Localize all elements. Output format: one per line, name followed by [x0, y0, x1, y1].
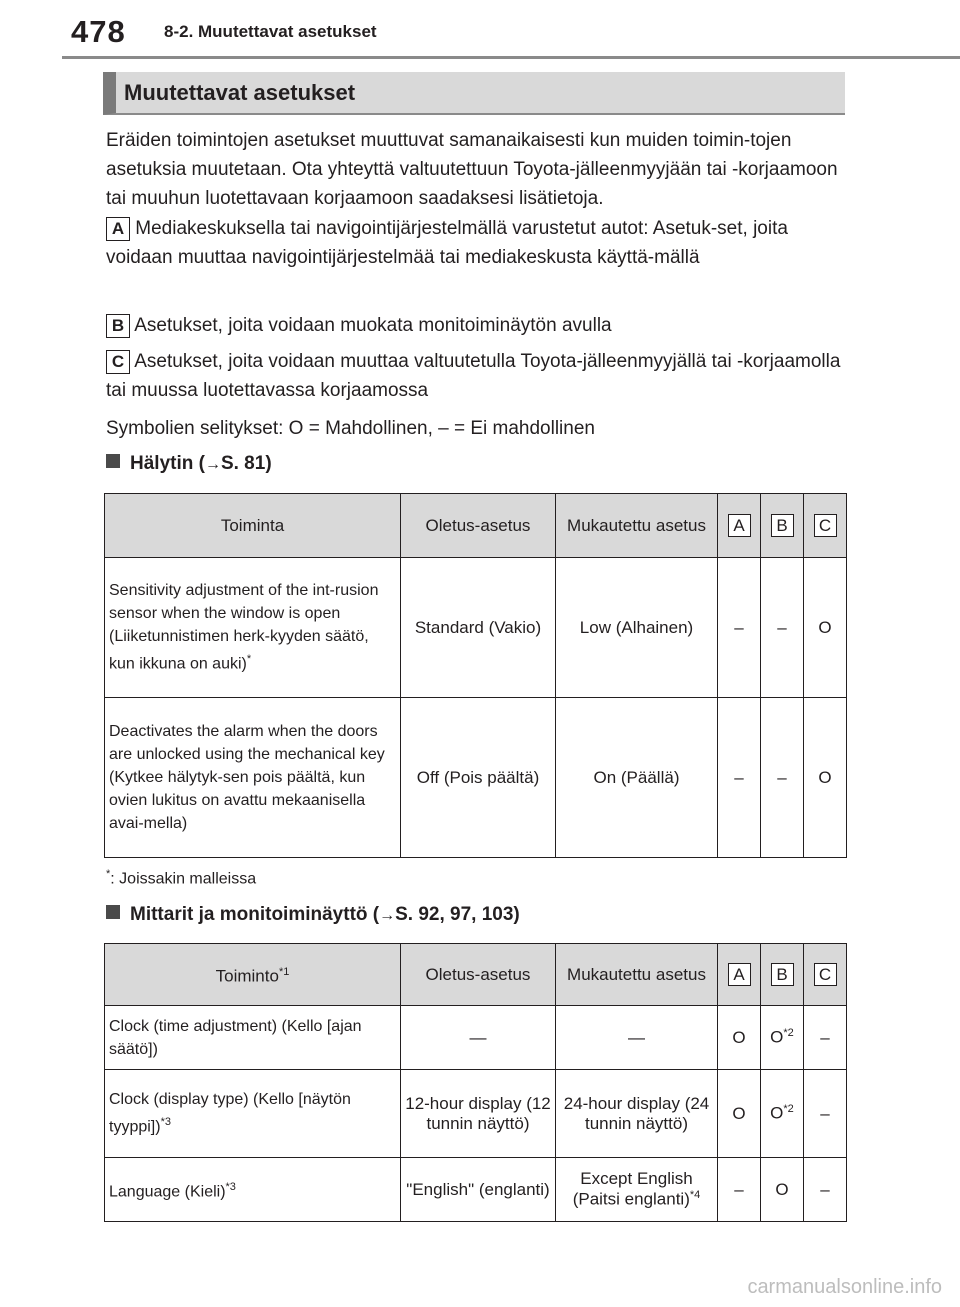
col-a-box: A: [728, 514, 751, 537]
row-a: O: [718, 1006, 761, 1070]
row-custom: On (Päällä): [556, 698, 718, 858]
row-custom: Except English (Paitsi englanti)$^{*4}$: [556, 1158, 718, 1222]
row-function: Language (Kieli)$^{*3}$: [105, 1158, 401, 1222]
row-c: O: [804, 558, 847, 698]
legend-c-box: C: [106, 350, 130, 374]
section1-heading: [106, 453, 272, 475]
section1-heading-text: Hälytin (: [130, 453, 205, 474]
table-row: [105, 1006, 847, 1070]
row-default: Off (Pois päältä): [401, 698, 556, 858]
section2-ref: S. 92, 97, 103): [395, 904, 520, 925]
row-custom: —: [556, 1006, 718, 1070]
symbols-legend: Symbolien selitykset: O = Mahdollinen, – = Ei mahdollinen: [106, 418, 595, 439]
col-c: [804, 944, 847, 1006]
col-c-box: C: [814, 963, 837, 986]
arrow-right-icon: →: [204, 456, 221, 473]
legend-b-box: B: [106, 314, 130, 338]
row-c: O: [804, 698, 847, 858]
table-row: [105, 1070, 847, 1158]
table-row: [105, 558, 847, 698]
legend-c-text: Asetukset, joita voidaan muuttaa valtuutetulla Toyota-jälleenmyyjällä tai -korjaamolla tai muussa luotettavassa korjaamossa: [106, 351, 841, 401]
col-b: [761, 944, 804, 1006]
col-default: Oletus-asetus: [401, 494, 556, 558]
section-title-bar: [103, 72, 845, 115]
col-a: [718, 494, 761, 558]
legend-a-box: A: [106, 217, 130, 241]
table-row: [105, 698, 847, 858]
row-a: –: [718, 558, 761, 698]
col-custom: Mukautettu asetus: [556, 944, 718, 1006]
row-a: O: [718, 1070, 761, 1158]
chapter-title: 8-2. Muutettavat asetukset: [164, 22, 377, 41]
watermark: carmanualsonline.info: [747, 1276, 942, 1298]
row-b: –: [761, 698, 804, 858]
footnote-mark: *: [106, 868, 111, 880]
footnote-text: : Joissakin malleissa: [110, 870, 257, 888]
section1-ref: S. 81): [220, 453, 272, 474]
footnote: [106, 868, 256, 888]
row-b: O: [761, 1158, 804, 1222]
row-custom: 24-hour display (24 tunnin näyttö): [556, 1070, 718, 1158]
bullet-square-icon: [106, 905, 120, 919]
table-row: [105, 1158, 847, 1222]
row-a: –: [718, 698, 761, 858]
alarm-settings-table: [104, 493, 847, 858]
row-default: —: [401, 1006, 556, 1070]
legend-b-text: Asetukset, joita voidaan muokata monitoiminäytön avulla: [134, 315, 612, 336]
legend-a-text: Mediakeskuksella tai navigointijärjestelmällä varustetut autot: Asetuk-set, joita voidaan muuttaa navigointijärjestelmää tai mediakeskusta käyttä-mällä: [106, 218, 788, 268]
table-header-row: [105, 494, 847, 558]
row-default: "English" (englanti): [401, 1158, 556, 1222]
col-default: Oletus-asetus: [401, 944, 556, 1006]
col-c-box: C: [814, 514, 837, 537]
row-custom: Low (Alhainen): [556, 558, 718, 698]
col-function: Toiminta: [105, 494, 401, 558]
col-b-box: B: [771, 514, 794, 537]
row-default: Standard (Vakio): [401, 558, 556, 698]
legend-a: [106, 214, 846, 272]
row-b: $O^{*2}$: [761, 1006, 804, 1070]
section2-heading-text: Mittarit ja monitoiminäyttö (: [130, 904, 380, 925]
bullet-square-icon: [106, 454, 120, 468]
row-function: Clock (time adjustment) (Kello [ajan säätö]): [105, 1006, 401, 1070]
section2-heading: [106, 904, 520, 926]
table-header-row: [105, 944, 847, 1006]
col-a: [718, 944, 761, 1006]
page-number: 478: [71, 14, 126, 49]
section-title: Muutettavat asetukset: [124, 80, 356, 105]
row-function: Clock (display type) (Kello [näytön tyyppi])$^{*3}$: [105, 1070, 401, 1158]
legend-c: [106, 347, 846, 405]
row-c: –: [804, 1006, 847, 1070]
col-function: Toiminto$^{*1}$: [105, 944, 401, 1006]
arrow-right-icon: →: [379, 907, 396, 924]
col-c: [804, 494, 847, 558]
row-a: –: [718, 1158, 761, 1222]
header-rule: [62, 56, 960, 59]
col-b-box: B: [771, 963, 794, 986]
row-c: –: [804, 1070, 847, 1158]
col-b: [761, 494, 804, 558]
row-c: –: [804, 1158, 847, 1222]
row-function: Deactivates the alarm when the doors are unlocked using the mechanical key (Kytkee hälytyk-sen pois päältä, kun ovien lukitus on avattu mekaanisella avai-mella): [105, 698, 401, 858]
legend-b: [106, 311, 846, 340]
meter-settings-table: [104, 943, 847, 1222]
intro-paragraph: Eräiden toimintojen asetukset muuttuvat samanaikaisesti kun muiden toimin-tojen asetuksia muutetaan. Ota yhteyttä valtuutettuun Toyota-jälleenmyyjään tai -korjaamoon tai muuhun luotettavaan korjaamoon saadaksesi lisätietoja.: [106, 130, 838, 209]
row-default: 12-hour display (12 tunnin näyttö): [401, 1070, 556, 1158]
row-function: Sensitivity adjustment of the int-rusion sensor when the window is open (Liiketunnistimen herk-kyyden säätö, kun ikkuna on auki)*: [105, 558, 401, 698]
col-custom: Mukautettu asetus: [556, 494, 718, 558]
row-b: –: [761, 558, 804, 698]
col-a-box: A: [728, 963, 751, 986]
row-b: $O^{*2}$: [761, 1070, 804, 1158]
